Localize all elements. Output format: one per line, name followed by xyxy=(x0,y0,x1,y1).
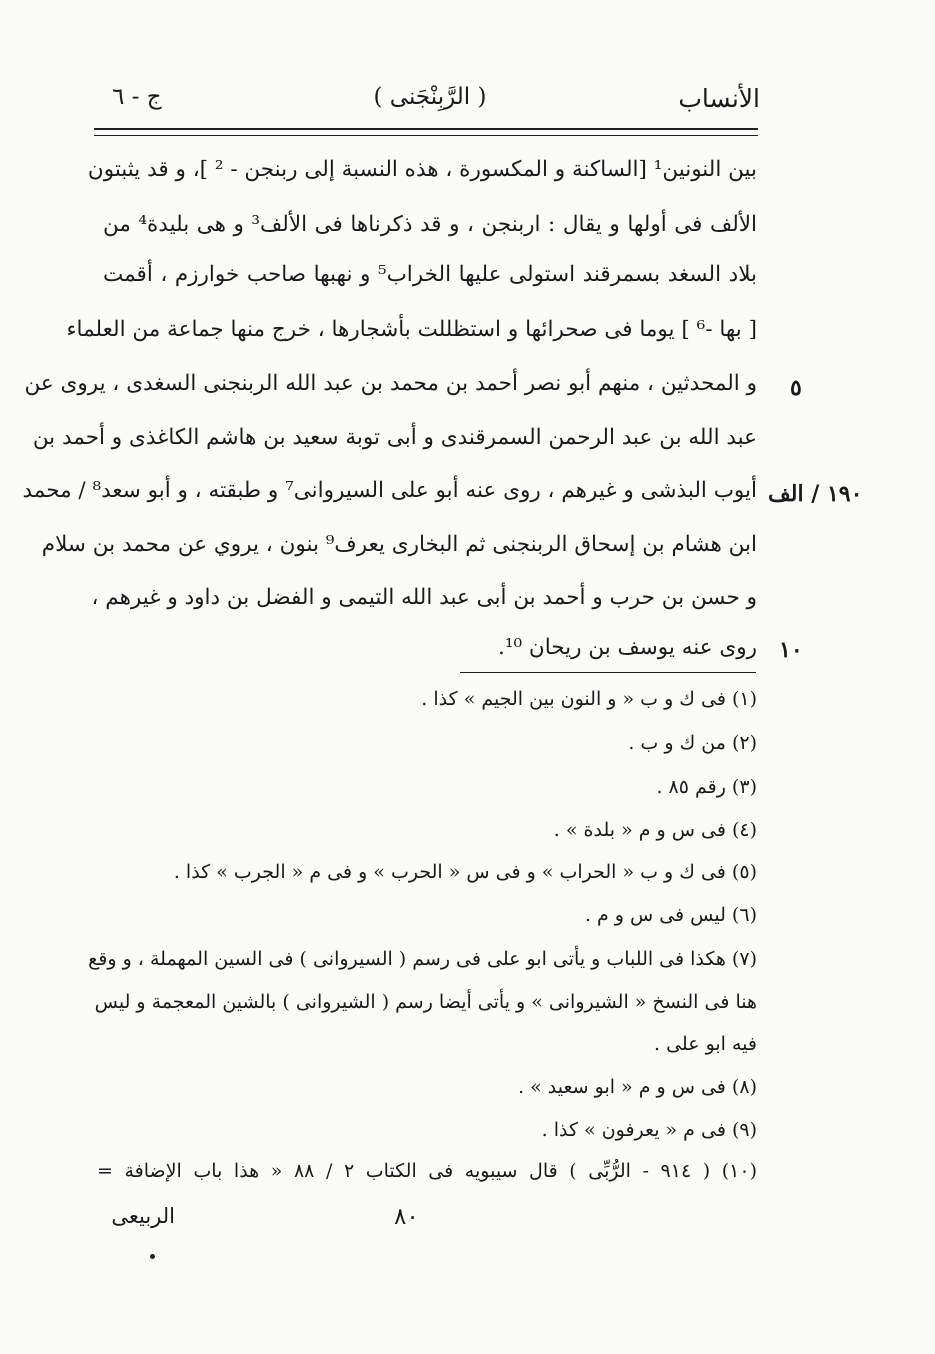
footnote: (٩) فى م « يعرفون » كذا . xyxy=(541,1119,757,1141)
footnote-continuation: فيه ابو على . xyxy=(653,1033,757,1055)
footnote-rule xyxy=(460,672,756,673)
volume-label: ج - ٦ xyxy=(112,84,162,110)
footnote: (٧) هكذا فى اللباب و يأتى ابو على فى رسم ( السيروانى ) فى السين المهملة ، و وقع xyxy=(88,948,757,970)
footnote-continuation: هنا فى النسخ « الشيروانى » و يأتى أيضا رسم ( الشيروانى ) بالشين المعجمة و ليس xyxy=(94,991,757,1013)
page-number: ٨٠ xyxy=(394,1204,419,1230)
body-line: و المحدثين ، منهم أبو نصر أحمد بن محمد بن عبد الله الربنجنى السغدى ، يروى عن xyxy=(24,371,757,396)
footnote: (٥) فى ك و ب « الحراب » و فى س « الحرب » و فى م « الجرب » كذا . xyxy=(173,861,757,883)
footnote: (٦) ليس فى س و م . xyxy=(584,904,757,926)
body-line: روى عنه يوسف بن ريحان ¹⁰. xyxy=(498,635,757,660)
body-line: بلاد السغد بسمرقند استولى عليها الخراب⁵ و نهبها صاحب خوارزم ، أقمت xyxy=(103,262,758,287)
body-line: عبد الله بن عبد الرحمن السمرقندى و أبى توبة سعيد بن هاشم الكاغذى و أحمد بن xyxy=(32,425,757,450)
line-number-10: ١٠ xyxy=(779,637,803,663)
body-line: و حسن بن حرب و أحمد بن أبى عبد الله التيمى و الفضل بن داود و غيرهم ، xyxy=(91,585,757,610)
footnote: (١٠) ( ٩١٤ - الرُّبِّى ) قال سيبويه فى الكتاب ٢ / ٨٨ « هذا باب الإضافة = xyxy=(97,1160,757,1182)
ink-dot xyxy=(150,1254,155,1259)
body-line: بين النونين¹ [الساكنة و المكسورة ، هذه النسبة إلى ربنجن - ² ]، و قد يثبتون xyxy=(87,157,757,182)
header-rule-thin xyxy=(94,135,758,136)
footnote: (٤) فى س و م « بلدة » . xyxy=(553,819,757,841)
body-line: ابن هشام بن إسحاق الربنجنى ثم البخارى يعرف⁹ بنون ، يروي عن محمد بن سلام xyxy=(41,532,757,557)
header-rule-thick xyxy=(94,128,758,130)
body-line: [ بها -⁶ ] يوما فى صحرائها و استظللت بأشجارها ، خرج منها جماعة من العلماء xyxy=(66,317,757,342)
book-title: الأنساب xyxy=(678,84,760,113)
footnote: (٣) رقم ٨٥ . xyxy=(656,776,757,798)
catchword: الربيعى xyxy=(111,1204,175,1228)
footnote: (٨) فى س و م « ابو سعيد » . xyxy=(518,1076,757,1098)
line-number-5: ٥ xyxy=(790,375,802,401)
running-header xyxy=(100,84,760,126)
body-line: الألف فى أولها و يقال : اربنجن ، و قد ذكرناها فى الألف³ و هى بليدة⁴ من xyxy=(103,212,757,237)
footnote: (١) فى ك و ب « و النون بين الجيم » كذا . xyxy=(421,688,757,710)
entry-title: ( الرَّبِنْجَنى ) xyxy=(373,84,487,110)
folio-marker: ١٩٠ / الف xyxy=(768,481,863,507)
body-line: أيوب البذشى و غيرهم ، روى عنه أبو على السيروانى⁷ و طبقته ، و أبو سعد⁸ / محمد xyxy=(22,478,757,503)
footnote: (٢) من ك و ب . xyxy=(628,732,757,754)
